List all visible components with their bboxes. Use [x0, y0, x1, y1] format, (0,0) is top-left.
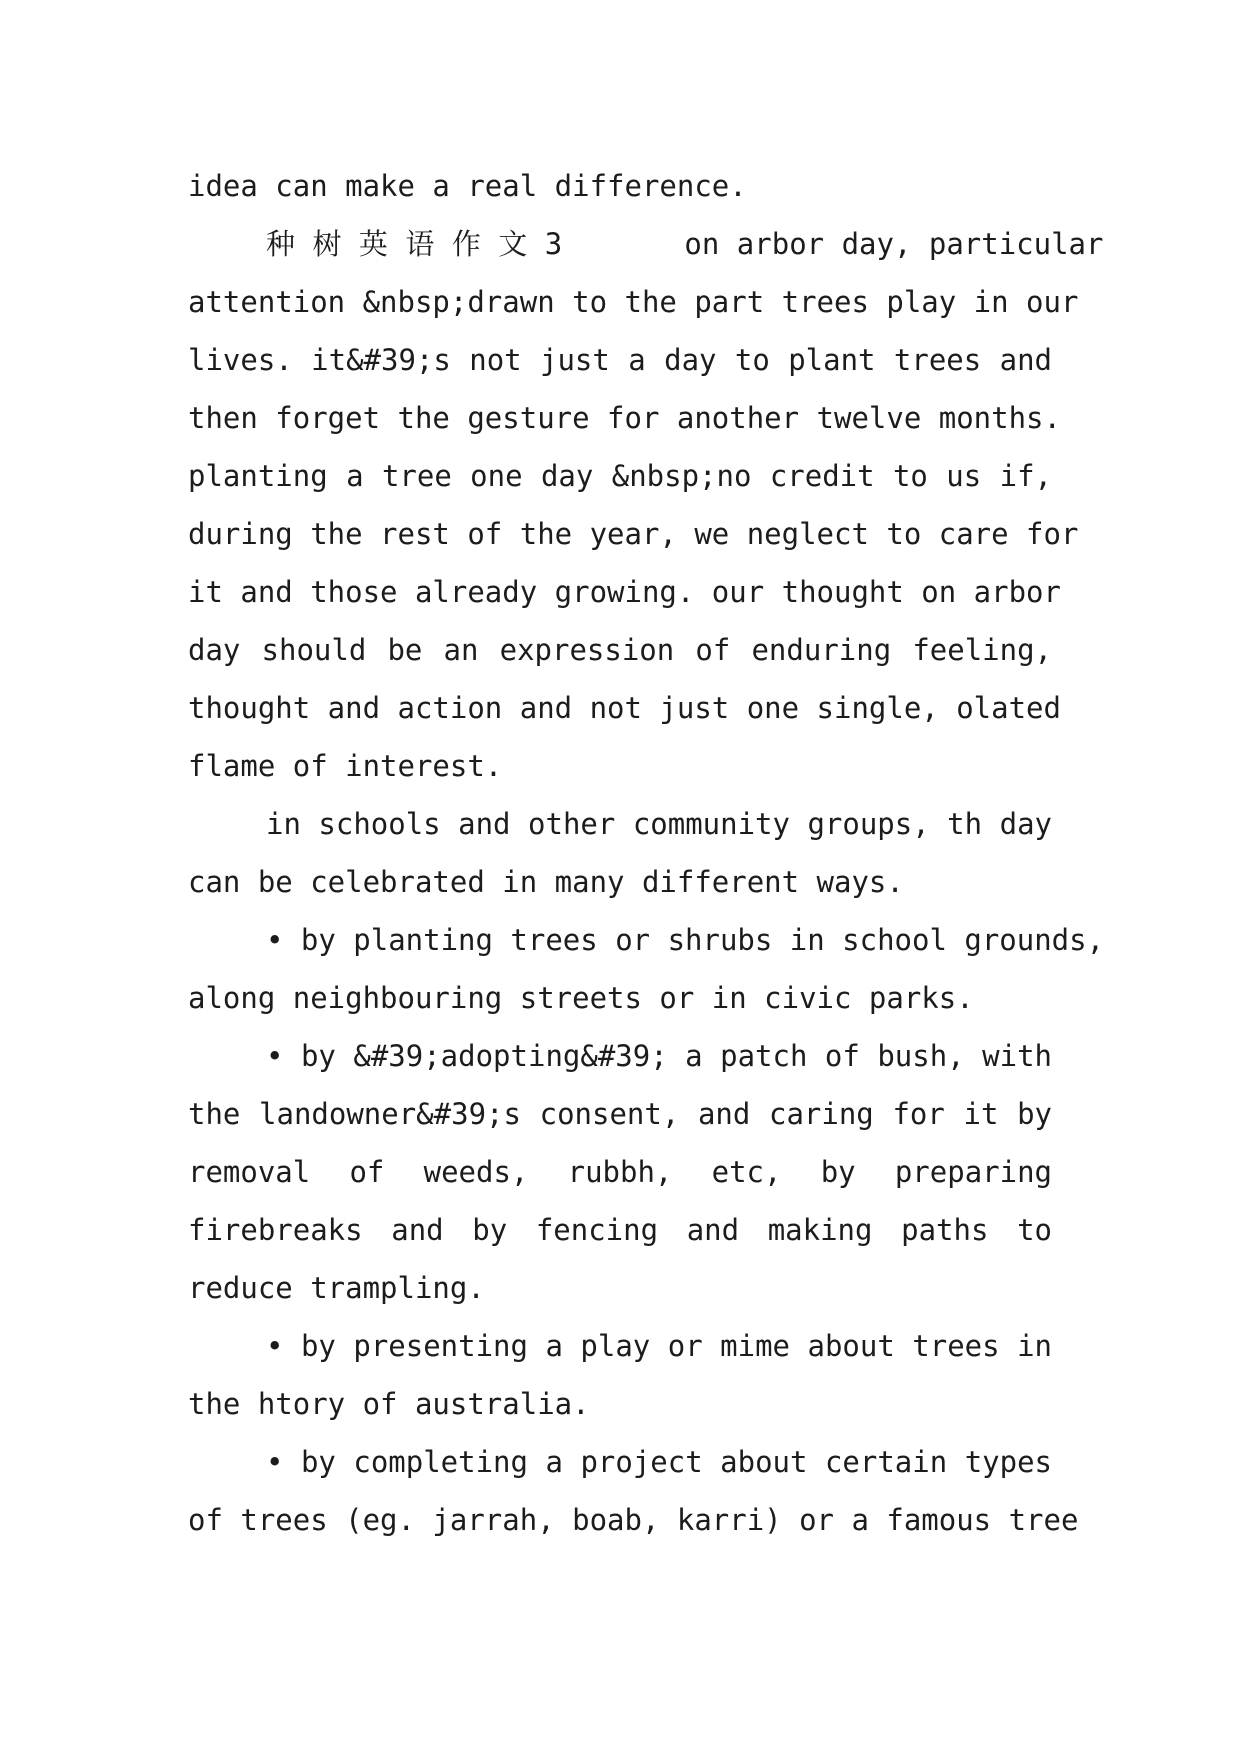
text-line: thought and action and not just one single, olated: [188, 691, 1061, 725]
text-line: can be celebrated in many different ways.: [188, 865, 904, 899]
bullet-item: • by &#39;adopting&#39; a patch of bush, with: [266, 1039, 1052, 1073]
text-line: planting a tree one day &nbsp;no credit to us if,: [188, 459, 1052, 493]
text-line: then forget the gesture for another twelve months.: [188, 401, 1061, 435]
text-line: reduce trampling.: [188, 1271, 485, 1305]
text-line: along neighbouring streets or in civic parks.: [188, 981, 974, 1015]
text-line: the htory of australia.: [188, 1387, 590, 1421]
text-line: firebreaks and by fencing and making paths to: [188, 1213, 1052, 1247]
text-line: attention &nbsp;drawn to the part trees play in our: [188, 285, 1079, 319]
bullet-item: • by presenting a play or mime about trees in: [266, 1329, 1052, 1363]
text-line: in schools and other community groups, th day: [266, 807, 1052, 841]
text-line: it and those already growing. our thought on arbor: [188, 575, 1061, 609]
bullet-item: • by planting trees or shrubs in school grounds,: [266, 923, 1105, 957]
text-line: removal of weeds, rubbh, etc, by preparing: [188, 1155, 1052, 1189]
text-line: idea can make a real difference.: [188, 169, 747, 203]
text-line: lives. it&#39;s not just a day to plant trees and: [188, 343, 1052, 377]
text-line: day should be an expression of enduring feeling,: [188, 633, 1052, 667]
bullet-item: • by completing a project about certain types: [266, 1445, 1052, 1479]
text-line: 种 树 英 语 作 文 3 on arbor day, particular: [266, 227, 1104, 261]
text-line: the landowner&#39;s consent, and caring for it by: [188, 1097, 1052, 1131]
text-line: flame of interest.: [188, 749, 503, 783]
text-line: during the rest of the year, we neglect to care for: [188, 517, 1079, 551]
text-line: of trees (eg. jarrah, boab, karri) or a famous tree: [188, 1503, 1079, 1537]
